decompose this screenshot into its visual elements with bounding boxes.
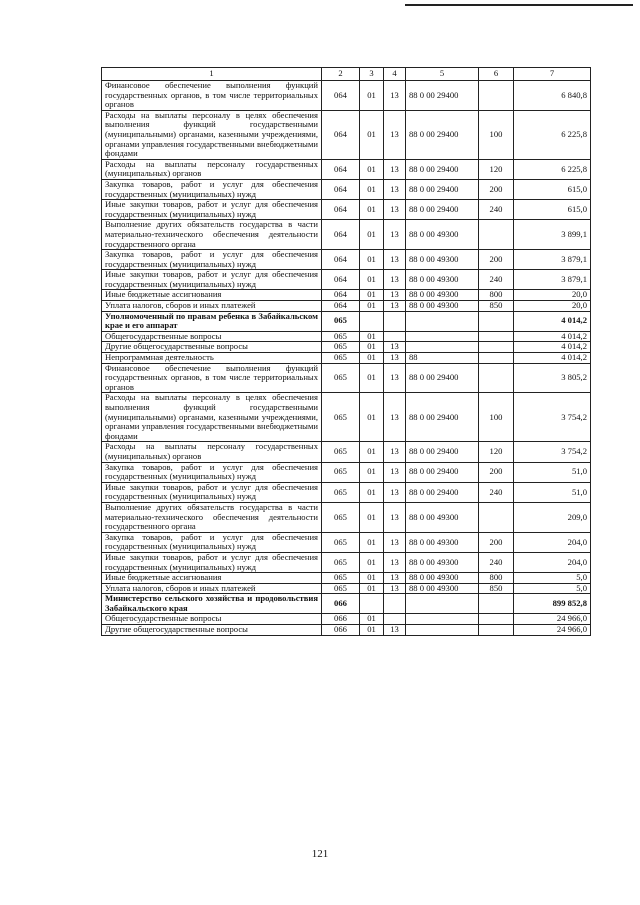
row-col-5: 88 0 00 49300: [406, 270, 479, 290]
row-col-6: [479, 331, 514, 342]
row-col-4: 13: [384, 81, 406, 111]
row-name: Закупка товаров, работ и услуг для обеспечения государственных (муниципальных) нужд: [102, 532, 322, 552]
row-col-3: 01: [360, 331, 384, 342]
table-row: [102, 532, 591, 552]
row-col-5: [406, 331, 479, 342]
row-col-6: 240: [479, 552, 514, 572]
row-col-5: 88 0 00 29400: [406, 363, 479, 393]
row-name: Иные бюджетные ассигнования: [102, 573, 322, 584]
row-col-3: 01: [360, 159, 384, 179]
row-col-3: 01: [360, 250, 384, 270]
row-col-4: 13: [384, 482, 406, 502]
table-row: [102, 220, 591, 250]
row-col-7: 4 014,2: [514, 342, 591, 353]
row-col-7: 204,0: [514, 552, 591, 572]
row-col-3: 01: [360, 270, 384, 290]
row-col-6: 800: [479, 573, 514, 584]
row-col-4: 13: [384, 290, 406, 301]
row-name: Иные бюджетные ассигнования: [102, 290, 322, 301]
row-col-2: 065: [322, 502, 360, 532]
table-row: [102, 625, 591, 636]
row-col-3: [360, 594, 384, 614]
row-col-4: 13: [384, 200, 406, 220]
row-col-4: 13: [384, 110, 406, 159]
row-col-3: 01: [360, 110, 384, 159]
row-col-6: [479, 353, 514, 364]
row-col-6: [479, 220, 514, 250]
header-col-1: 1: [102, 68, 322, 81]
row-name: Иные закупки товаров, работ и услуг для обеспечения государственных (муниципальных) нужд: [102, 270, 322, 290]
page-number: 121: [311, 848, 329, 860]
row-col-5: 88 0 00 29400: [406, 393, 479, 442]
row-col-2: 065: [322, 353, 360, 364]
row-col-7: 51,0: [514, 482, 591, 502]
row-col-6: 800: [479, 290, 514, 301]
row-col-2: 066: [322, 594, 360, 614]
row-col-4: 13: [384, 462, 406, 482]
row-col-7: 3 754,2: [514, 442, 591, 462]
row-name: Уплата налогов, сборов и иных платежей: [102, 583, 322, 594]
row-col-4: 13: [384, 342, 406, 353]
table-row: [102, 270, 591, 290]
row-col-7: 6 840,8: [514, 81, 591, 111]
row-col-2: 065: [322, 482, 360, 502]
row-col-5: 88 0 00 29400: [406, 110, 479, 159]
row-col-5: 88 0 00 29400: [406, 442, 479, 462]
row-col-2: 065: [322, 442, 360, 462]
row-col-4: 13: [384, 583, 406, 594]
row-col-3: 01: [360, 625, 384, 636]
row-name: Непрограммная деятельность: [102, 353, 322, 364]
row-col-5: [406, 625, 479, 636]
table-row: [102, 331, 591, 342]
row-col-5: 88 0 00 49300: [406, 250, 479, 270]
row-col-3: 01: [360, 482, 384, 502]
row-col-2: 064: [322, 270, 360, 290]
row-col-5: 88 0 00 49300: [406, 532, 479, 552]
row-name: Другие общегосударственные вопросы: [102, 342, 322, 353]
row-col-6: 850: [479, 301, 514, 312]
row-col-7: 3 754,2: [514, 393, 591, 442]
table-row: [102, 482, 591, 502]
row-col-2: 064: [322, 290, 360, 301]
row-col-7: 4 014,2: [514, 331, 591, 342]
row-col-3: 01: [360, 393, 384, 442]
row-col-4: 13: [384, 159, 406, 179]
row-name: Расходы на выплаты персоналу государственных (муниципальных) органов: [102, 442, 322, 462]
row-col-6: 200: [479, 462, 514, 482]
row-name: Закупка товаров, работ и услуг для обеспечения государственных (муниципальных) нужд: [102, 462, 322, 482]
header-col-7: 7: [514, 68, 591, 81]
row-name: Министерство сельского хозяйства и продовольствия Забайкальского края: [102, 594, 322, 614]
row-col-4: 13: [384, 179, 406, 199]
row-col-3: 01: [360, 462, 384, 482]
row-col-5: 88 0 00 49300: [406, 502, 479, 532]
row-col-3: 01: [360, 342, 384, 353]
row-col-3: 01: [360, 573, 384, 584]
row-col-6: 240: [479, 482, 514, 502]
row-col-7: 20,0: [514, 290, 591, 301]
row-col-5: 88 0 00 29400: [406, 81, 479, 111]
row-col-4: 13: [384, 502, 406, 532]
row-col-6: 120: [479, 159, 514, 179]
table-row: [102, 462, 591, 482]
row-name: Расходы на выплаты персоналу в целях обеспечения выполнения функций государственными (муниципальными) органами, казенными учреждениями, органами управления государственными внебюджетными фондами: [102, 393, 322, 442]
row-col-7: 5,0: [514, 583, 591, 594]
row-col-6: [479, 614, 514, 625]
row-col-6: 240: [479, 200, 514, 220]
row-col-4: 13: [384, 353, 406, 364]
header-col-6: 6: [479, 68, 514, 81]
row-col-2: 066: [322, 614, 360, 625]
header-row: [102, 68, 591, 81]
row-col-3: 01: [360, 220, 384, 250]
row-name: Расходы на выплаты персоналу государственных (муниципальных) органов: [102, 159, 322, 179]
table-row: [102, 614, 591, 625]
row-col-5: 88 0 00 29400: [406, 200, 479, 220]
row-col-7: 615,0: [514, 179, 591, 199]
table-row: [102, 502, 591, 532]
row-col-7: 4 014,2: [514, 353, 591, 364]
row-col-2: 064: [322, 110, 360, 159]
row-name: Общегосударственные вопросы: [102, 331, 322, 342]
table-row: [102, 573, 591, 584]
row-col-4: [384, 331, 406, 342]
row-col-3: 01: [360, 502, 384, 532]
row-col-5: 88 0 00 29400: [406, 462, 479, 482]
row-col-4: 13: [384, 250, 406, 270]
table-row: [102, 583, 591, 594]
row-col-4: 13: [384, 573, 406, 584]
row-col-2: 065: [322, 363, 360, 393]
row-col-7: 209,0: [514, 502, 591, 532]
row-col-7: 20,0: [514, 301, 591, 312]
row-col-7: 24 966,0: [514, 614, 591, 625]
row-col-2: 064: [322, 220, 360, 250]
row-col-5: [406, 342, 479, 353]
row-col-3: [360, 311, 384, 331]
row-col-7: 899 852,8: [514, 594, 591, 614]
row-col-7: 3 879,1: [514, 270, 591, 290]
row-col-5: 88 0 00 49300: [406, 573, 479, 584]
row-name: Финансовое обеспечение выполнения функций государственных органов, в том числе территориальных органов: [102, 81, 322, 111]
row-col-3: 01: [360, 614, 384, 625]
row-col-6: [479, 342, 514, 353]
row-col-2: 064: [322, 81, 360, 111]
row-col-5: 88 0 00 49300: [406, 301, 479, 312]
row-name: Уполномоченный по правам ребенка в Забайкальском крае и его аппарат: [102, 311, 322, 331]
table-row: [102, 363, 591, 393]
row-col-6: 200: [479, 250, 514, 270]
top-rule: [405, 4, 633, 6]
row-col-4: 13: [384, 270, 406, 290]
row-col-6: [479, 594, 514, 614]
row-col-6: 100: [479, 110, 514, 159]
row-name: Иные закупки товаров, работ и услуг для обеспечения государственных (муниципальных) нужд: [102, 200, 322, 220]
table-row: [102, 311, 591, 331]
row-col-5: [406, 594, 479, 614]
row-col-3: 01: [360, 290, 384, 301]
row-col-6: 200: [479, 532, 514, 552]
row-col-5: 88 0 00 29400: [406, 179, 479, 199]
row-name: Закупка товаров, работ и услуг для обеспечения государственных (муниципальных) нужд: [102, 179, 322, 199]
row-col-5: 88 0 00 49300: [406, 583, 479, 594]
row-col-2: 064: [322, 250, 360, 270]
row-col-7: 204,0: [514, 532, 591, 552]
row-col-2: 065: [322, 573, 360, 584]
row-col-2: 065: [322, 583, 360, 594]
row-col-2: 064: [322, 179, 360, 199]
row-col-7: 4 014,2: [514, 311, 591, 331]
row-col-5: 88 0 00 49300: [406, 290, 479, 301]
row-name: Другие общегосударственные вопросы: [102, 625, 322, 636]
row-name: Уплата налогов, сборов и иных платежей: [102, 301, 322, 312]
row-col-5: [406, 614, 479, 625]
row-col-6: 120: [479, 442, 514, 462]
row-col-5: 88 0 00 29400: [406, 482, 479, 502]
row-col-4: 13: [384, 363, 406, 393]
table-row: [102, 81, 591, 111]
row-col-6: [479, 81, 514, 111]
table-row: [102, 200, 591, 220]
row-col-6: 850: [479, 583, 514, 594]
row-col-5: 88 0 00 49300: [406, 552, 479, 572]
row-col-4: [384, 594, 406, 614]
row-col-3: 01: [360, 81, 384, 111]
row-col-2: 066: [322, 625, 360, 636]
table-row: [102, 110, 591, 159]
row-col-3: 01: [360, 552, 384, 572]
row-name: Общегосударственные вопросы: [102, 614, 322, 625]
header-col-5: 5: [406, 68, 479, 81]
row-col-3: 01: [360, 583, 384, 594]
row-col-6: 240: [479, 270, 514, 290]
row-col-6: [479, 363, 514, 393]
row-col-4: [384, 614, 406, 625]
row-name: Иные закупки товаров, работ и услуг для обеспечения государственных (муниципальных) нужд: [102, 482, 322, 502]
table-row: [102, 290, 591, 301]
row-name: Закупка товаров, работ и услуг для обеспечения государственных (муниципальных) нужд: [102, 250, 322, 270]
row-col-3: 01: [360, 200, 384, 220]
row-col-7: 6 225,8: [514, 159, 591, 179]
row-col-2: 064: [322, 159, 360, 179]
row-name: Выполнение других обязательств государства в части материально-технического обеспечения деятельности государственного органа: [102, 502, 322, 532]
row-col-7: 3 899,1: [514, 220, 591, 250]
row-col-7: 6 225,8: [514, 110, 591, 159]
row-col-2: 065: [322, 552, 360, 572]
row-col-7: 51,0: [514, 462, 591, 482]
row-col-3: 01: [360, 301, 384, 312]
row-col-2: 065: [322, 342, 360, 353]
row-col-6: [479, 625, 514, 636]
row-col-5: 88 0 00 29400: [406, 159, 479, 179]
row-col-2: 065: [322, 532, 360, 552]
row-col-5: 88: [406, 353, 479, 364]
table-row: [102, 159, 591, 179]
row-name: Иные закупки товаров, работ и услуг для обеспечения государственных (муниципальных) нужд: [102, 552, 322, 572]
row-col-2: 064: [322, 301, 360, 312]
row-col-4: 13: [384, 393, 406, 442]
row-col-7: 615,0: [514, 200, 591, 220]
row-col-3: 01: [360, 442, 384, 462]
row-col-2: 065: [322, 331, 360, 342]
table-row: [102, 301, 591, 312]
table-row: [102, 594, 591, 614]
row-col-6: 100: [479, 393, 514, 442]
table-row: [102, 353, 591, 364]
row-col-7: 24 966,0: [514, 625, 591, 636]
row-col-2: 065: [322, 462, 360, 482]
row-col-4: 13: [384, 625, 406, 636]
row-col-5: 88 0 00 49300: [406, 220, 479, 250]
table-row: [102, 552, 591, 572]
table-row: [102, 393, 591, 442]
row-col-3: 01: [360, 179, 384, 199]
row-col-6: [479, 311, 514, 331]
row-col-5: [406, 311, 479, 331]
header-col-2: 2: [322, 68, 360, 81]
table-row: [102, 179, 591, 199]
row-col-7: 3 805,2: [514, 363, 591, 393]
row-name: Расходы на выплаты персоналу в целях обеспечения выполнения функций государственными (муниципальными) органами, казенными учреждениями, органами управления государственными внебюджетными фондами: [102, 110, 322, 159]
header-col-4: 4: [384, 68, 406, 81]
row-col-7: 5,0: [514, 573, 591, 584]
row-col-4: 13: [384, 532, 406, 552]
row-col-4: 13: [384, 442, 406, 462]
table-body: [102, 81, 591, 636]
row-col-3: 01: [360, 363, 384, 393]
header-col-3: 3: [360, 68, 384, 81]
table-row: [102, 342, 591, 353]
row-col-3: 01: [360, 353, 384, 364]
row-col-7: 3 879,1: [514, 250, 591, 270]
row-col-4: [384, 311, 406, 331]
row-col-6: [479, 502, 514, 532]
row-col-4: 13: [384, 552, 406, 572]
budget-table: [101, 67, 591, 636]
row-col-2: 065: [322, 311, 360, 331]
row-col-2: 065: [322, 393, 360, 442]
row-col-4: 13: [384, 220, 406, 250]
table-row: [102, 250, 591, 270]
row-col-4: 13: [384, 301, 406, 312]
row-name: Финансовое обеспечение выполнения функций государственных органов, в том числе территориальных органов: [102, 363, 322, 393]
row-col-6: 200: [479, 179, 514, 199]
row-col-3: 01: [360, 532, 384, 552]
table-row: [102, 442, 591, 462]
row-name: Выполнение других обязательств государства в части материально-технического обеспечения деятельности государственного органа: [102, 220, 322, 250]
row-col-2: 064: [322, 200, 360, 220]
